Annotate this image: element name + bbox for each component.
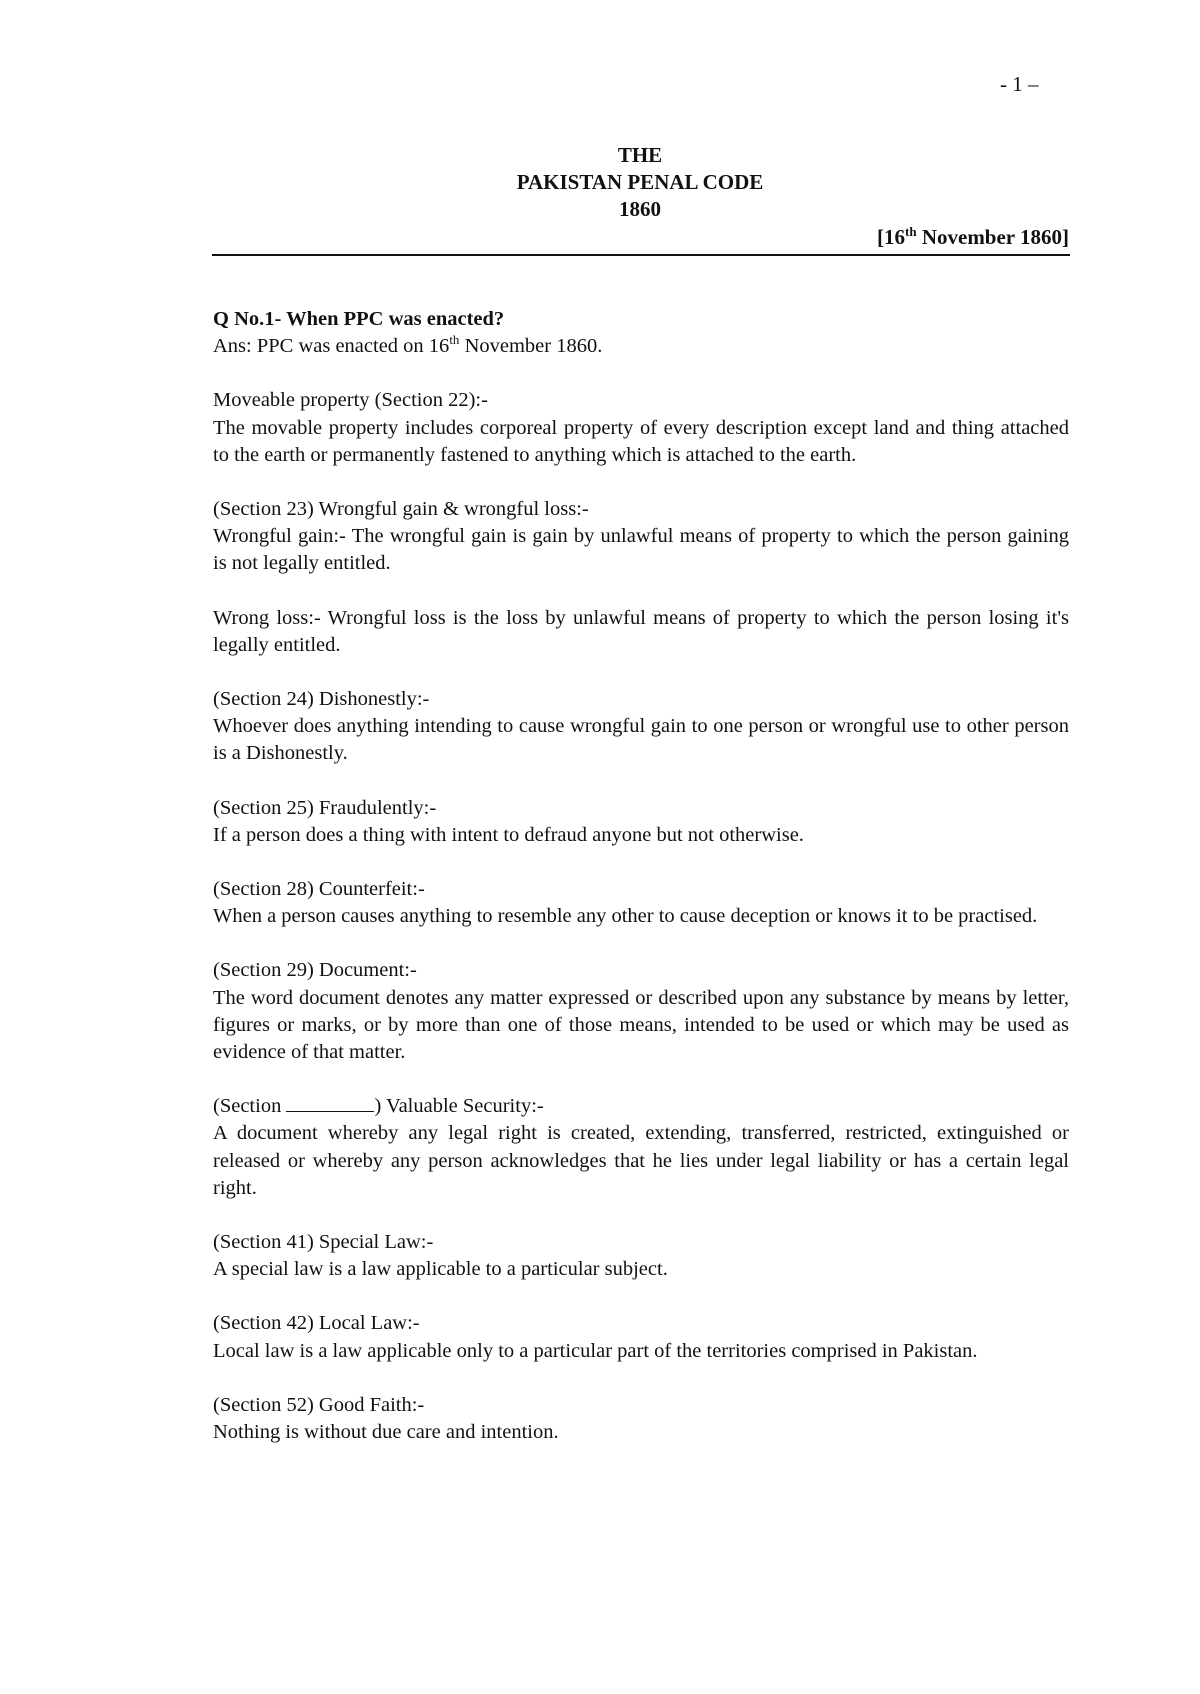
section-local-law [213,1310,1069,1364]
date-open: [16 [877,225,906,249]
section-title: Moveable property (Section 22):- [213,389,488,412]
date-rest: November 1860] [916,225,1069,249]
answer-ordinal-suffix: th [449,332,460,348]
section-body: Nothing is without due care and intention. [213,1421,559,1444]
date-ordinal-suffix: th [905,224,917,239]
question-block [213,306,1069,360]
section-body: If a person does a thing with intent to defraud anyone but not otherwise. [213,823,804,846]
section-body: Wrong loss:- Wrongful loss is the loss by unlawful means of property to which the person losing it's legally entitled. [213,606,1069,656]
section-title: (Section 29) Document:- [213,959,417,982]
section-title [213,1093,1069,1120]
question-text: Q No.1- When PPC was enacted? [213,308,505,330]
section-body: The word document denotes any matter expressed or described upon any substance by means by letter, figures or marks, or by more than one of those means, intended to be used or which may be used as evidence of that matter. [213,986,1069,1064]
answer-before: Ans: PPC was enacted on 16 [213,335,450,358]
section-counterfeit [213,876,1069,930]
heading-title: PAKISTAN PENAL CODE [516,170,764,194]
section-valuable-security [213,1093,1069,1202]
section-document [213,957,1069,1066]
section-wrongful-loss [213,605,1069,659]
section-moveable-property [213,387,1069,469]
answer-after: November 1860. [459,335,603,358]
section-body: When a person causes anything to resemble any other to cause deception or knows it to be practised. [213,905,1038,928]
document-body [213,306,1069,1473]
section-body: A special law is a law applicable to a particular subject. [213,1258,668,1281]
heading-the: THE [617,143,663,167]
section-body: Whoever does anything intending to cause wrongful gain to one person or wrongful use to other person is a Dishonestly. [213,715,1069,765]
section-title: (Section 24) Dishonestly:- [213,688,430,711]
page-number: - 1 – [1000,72,1039,96]
section-title: (Section 41) Special Law:- [213,1231,434,1254]
section-wrongful-gain [213,496,1069,578]
section-title: (Section 52) Good Faith:- [213,1393,425,1416]
heading-year: 1860 [619,197,661,221]
heading-divider [212,254,1070,256]
section-title: (Section 42) Local Law:- [213,1312,420,1335]
section-dishonestly [213,686,1069,768]
section-title-before: (Section [213,1095,287,1118]
section-body: Local law is a law applicable only to a particular part of the territories comprised in Pakistan. [213,1339,978,1362]
section-special-law [213,1229,1069,1283]
enactment-date [877,225,1069,250]
section-body: The movable property includes corporeal property of every description except land and thing attached to the earth or permanently fastened to anything which is attached to the earth. [213,416,1069,466]
answer-text [213,333,1069,360]
section-body: Wrongful gain:- The wrongful gain is gain by unlawful means of property to which the person gaining is not legally entitled. [213,525,1069,575]
section-title: (Section 28) Counterfeit:- [213,878,425,901]
section-title: (Section 25) Fraudulently:- [213,796,437,819]
section-fraudulently [213,795,1069,849]
section-number-blank [286,1095,374,1112]
section-good-faith [213,1392,1069,1446]
document-heading [0,142,1200,223]
section-title: (Section 23) Wrongful gain & wrongful loss:- [213,498,589,521]
section-body: A document whereby any legal right is created, extending, transferred, restricted, extinguished or released or whereby any person acknowledges that he lies under legal liability or has a certain legal right. [213,1122,1069,1199]
section-title-after: ) Valuable Security:- [374,1095,544,1118]
